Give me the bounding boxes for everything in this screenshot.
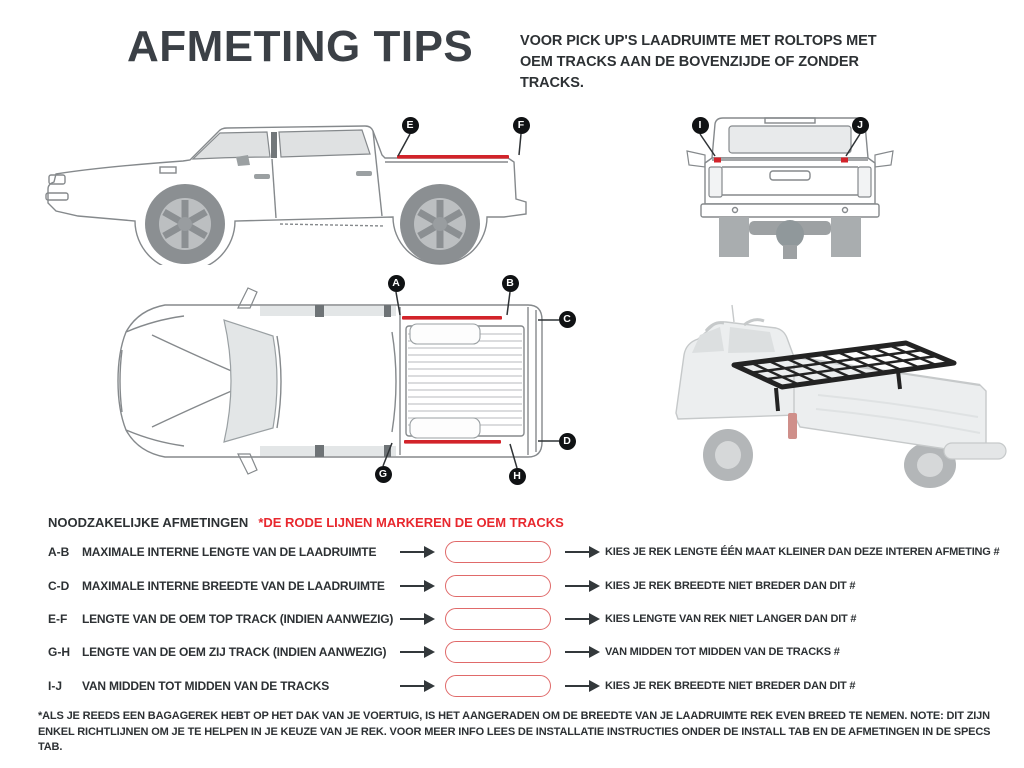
- label-badge-f: F: [513, 117, 530, 134]
- row-description: VAN MIDDEN TOT MIDDEN VAN DE TRACKS: [82, 679, 330, 693]
- arrow-right-icon: [565, 551, 589, 553]
- label-badge-j: J: [852, 117, 869, 134]
- measurement-input-gh[interactable]: [445, 641, 551, 663]
- arrow-right-icon: [565, 651, 589, 653]
- red-lines-note: *DE RODE LIJNEN MARKEREN DE OEM TRACKS: [258, 515, 564, 530]
- oem-track-mark-right: [841, 158, 848, 163]
- page-subtitle: VOOR PICK UP'S LAADRUIMTE MET ROLTOPS MET OEM TRACKS AAN DE BOVENZIJDE OF ZONDER TRACKS.: [520, 33, 877, 91]
- oem-side-track-line-bottom: [404, 440, 501, 444]
- label-badge-a: A: [388, 275, 405, 292]
- arrow-right-icon: [400, 651, 424, 653]
- label-badge-c: C: [559, 311, 576, 328]
- pickup-bed-rack-render: [648, 295, 1013, 495]
- measurement-input-cd[interactable]: [445, 575, 551, 597]
- measurement-row-ef: [48, 608, 1018, 630]
- row-description: MAXIMALE INTERNE BREEDTE VAN DE LAADRUIMTE: [82, 579, 385, 593]
- page-title: AFMETING TIPS: [127, 22, 474, 71]
- arrow-right-icon: [565, 618, 589, 620]
- arrow-right-icon: [400, 585, 424, 587]
- label-badge-h: H: [509, 468, 526, 485]
- row-code: C-D: [48, 579, 70, 593]
- arrow-right-icon: [400, 618, 424, 620]
- measurement-row-ab: [48, 541, 1018, 563]
- label-badge-i: I: [692, 117, 709, 134]
- measurement-input-ef[interactable]: [445, 608, 551, 630]
- label-badge-e: E: [402, 117, 419, 134]
- row-code: E-F: [48, 612, 68, 626]
- front-wheel: [145, 184, 225, 264]
- row-code: A-B: [48, 545, 70, 559]
- row-result: VAN MIDDEN TOT MIDDEN VAN DE TRACKS #: [605, 646, 840, 658]
- row-description: LENGTE VAN DE OEM TOP TRACK (INDIEN AANWEZIG): [82, 612, 394, 626]
- oem-side-track-line-top: [402, 316, 502, 320]
- measurement-input-ij[interactable]: [445, 675, 551, 697]
- arrow-right-icon: [565, 685, 589, 687]
- section-title: NOODZAKELIJKE AFMETINGEN: [48, 515, 249, 530]
- rear-wheel: [400, 184, 480, 264]
- measurements-section-header: [48, 515, 564, 530]
- pickup-top-view-diagram: [110, 280, 580, 485]
- measurement-input-ab[interactable]: [445, 541, 551, 563]
- row-result: KIES JE REK LENGTE ÉÉN MAAT KLEINER DAN DEZE INTEREN AFMETING #: [605, 546, 1000, 558]
- measurement-row-gh: [48, 641, 1018, 663]
- pickup-side-view-diagram: [40, 105, 540, 265]
- label-badge-g: G: [375, 466, 392, 483]
- row-result: KIES JE REK BREEDTE NIET BREDER DAN DIT #: [605, 680, 856, 692]
- oem-track-mark-left: [714, 158, 721, 163]
- arrow-right-icon: [400, 551, 424, 553]
- row-description: MAXIMALE INTERNE LENGTE VAN DE LAADRUIMTE: [82, 545, 377, 559]
- footnote: *ALS JE REEDS EEN BAGAGEREK HEBT OP HET DAK VAN JE VOERTUIG, IS HET AANGERADEN OM DE BREEDTE VAN JE LAADRUIMTE REK EVEN BREED TE NEMEN. NOTE: DIT ZIJN ENKEL RICHTLIJNEN OM JE TE HELPEN IN JE KEUZE VAN JE REK. VOOR MEER INFO LEES DE INSTALLATIE INSTRUCTIES ONDER DE INSTALL TAB EN DE AFMETINGEN IN DE SPECS TAB.: [38, 710, 991, 753]
- row-code: I-J: [48, 679, 63, 693]
- row-result: KIES LENGTE VAN REK NIET LANGER DAN DIT #: [605, 613, 857, 625]
- row-result: KIES JE REK BREEDTE NIET BREDER DAN DIT #: [605, 580, 856, 592]
- row-description: LENGTE VAN DE OEM ZIJ TRACK (INDIEN AANWEZIG): [82, 645, 387, 659]
- arrow-right-icon: [565, 585, 589, 587]
- oem-top-track-line: [397, 155, 509, 159]
- measurement-row-ij: [48, 675, 1018, 697]
- label-badge-b: B: [502, 275, 519, 292]
- measurement-row-cd: [48, 575, 1018, 597]
- arrow-right-icon: [400, 685, 424, 687]
- row-code: G-H: [48, 645, 70, 659]
- label-badge-d: D: [559, 433, 576, 450]
